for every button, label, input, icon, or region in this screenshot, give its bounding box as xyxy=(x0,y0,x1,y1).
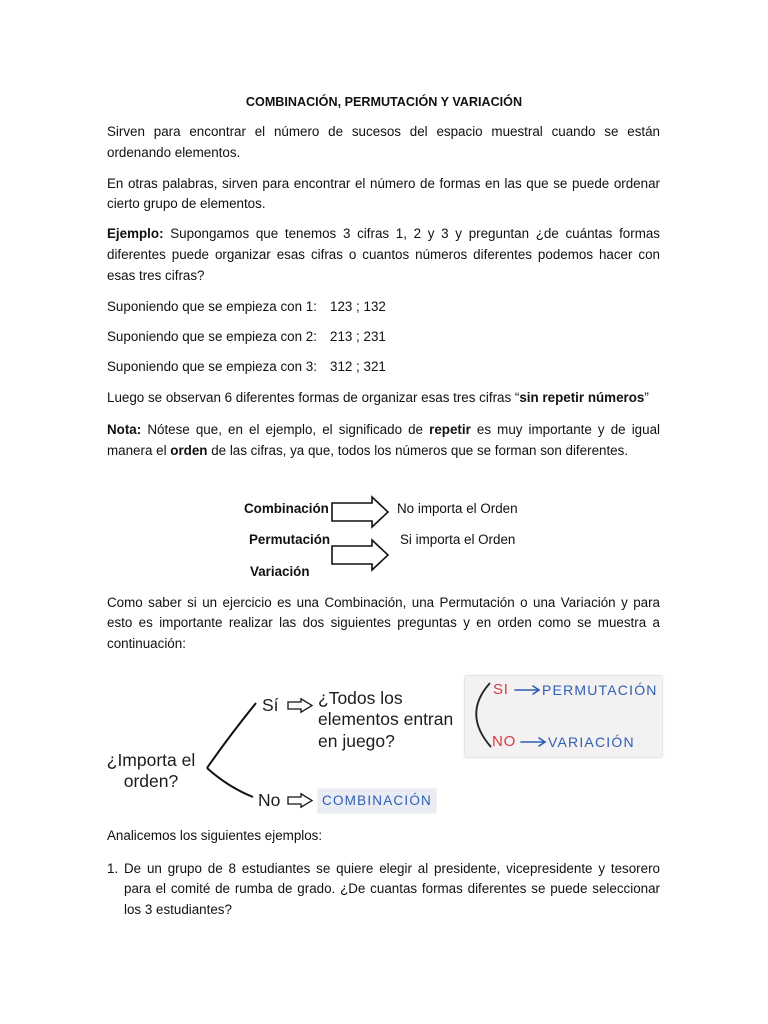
restatement-line: cierto grupo de elementos. xyxy=(107,196,266,211)
exercise-line: para el comité de rumba de grado. ¿De cuantas formas diferentes se puede seleccionar xyxy=(124,881,660,896)
exercise-line: De un grupo de 8 estudiantes se quiere elegir al presidente, vicepresidente y tesorero xyxy=(124,861,660,876)
example-line: diferentes puede organizar esas cifras o cuantos números diferentes podemos hacer con xyxy=(107,247,660,262)
handwritten-variation: VARIACIÓN xyxy=(548,734,635,750)
intro-line: ordenando elementos. xyxy=(107,145,241,160)
flow-question-line: orden? xyxy=(123,771,179,791)
arrow-right-icon xyxy=(287,698,314,713)
handwritten-note xyxy=(465,676,662,757)
note-text: de las cifras, ya que, todos los números que se forman son diferentes. xyxy=(211,443,629,458)
handwritten-yes: SI xyxy=(493,681,509,698)
combination-result: COMBINACIÓN xyxy=(322,793,432,808)
observation-text: Luego se observan 6 diferentes formas de organizar esas tres cifras “ xyxy=(107,390,520,405)
arrow-right-icon xyxy=(330,538,392,572)
how-to-line: continuación: xyxy=(107,636,186,651)
note-text: manera el xyxy=(107,443,167,458)
case-values: 312 ; 321 xyxy=(330,359,386,374)
example-line xyxy=(107,224,660,244)
flow-yes-label: Sí xyxy=(262,695,279,715)
intro-line: Sirven para encontrar el número de sucesos del espacio muestral cuando se están xyxy=(107,124,660,139)
case-label: Suponiendo que se empieza con 1: xyxy=(107,299,317,314)
examples-intro: Analicemos los siguientes ejemplos: xyxy=(107,828,323,843)
permutation-label: Permutación xyxy=(249,532,331,547)
case-values: 213 ; 231 xyxy=(330,329,386,344)
arrow-right-icon xyxy=(521,738,545,746)
example-text: Supongamos que tenemos 3 cifras 1, 2 y 3 y preguntan ¿de cuántas formas xyxy=(170,226,660,241)
example-line: esas tres cifras? xyxy=(107,268,205,283)
case-label: Suponiendo que se empieza con 3: xyxy=(107,359,317,374)
flow-no-label: No xyxy=(258,790,281,810)
example-label: Ejemplo: xyxy=(107,226,164,241)
exercise-number: 1. xyxy=(107,861,119,876)
observation-emphasis: sin repetir números xyxy=(519,390,645,405)
arrow-right-icon xyxy=(287,793,314,808)
exercise-line: los 3 estudiantes? xyxy=(124,902,232,917)
order-matters-label: Si importa el Orden xyxy=(400,532,516,547)
document-title: COMBINACIÓN, PERMUTACIÓN Y VARIACIÓN xyxy=(245,95,523,109)
flow-second-question-line: ¿Todos los xyxy=(318,688,403,708)
arrow-right-icon xyxy=(330,495,392,529)
note-line xyxy=(107,441,660,461)
bracket-icon xyxy=(476,683,491,747)
note-emphasis: orden xyxy=(170,443,208,458)
how-to-line: esto es importante realizar las dos siguientes preguntas y en orden como se muestra a xyxy=(107,615,660,630)
branch-line-yes xyxy=(207,703,256,768)
note-text: es muy importante y de igual xyxy=(476,422,660,437)
combination-result-box xyxy=(318,789,436,813)
note-line xyxy=(107,420,660,440)
note-text: Nótese que, en el ejemplo, el significado de xyxy=(147,422,424,437)
note-label: Nota: xyxy=(107,422,142,437)
restatement-line: En otras palabras, sirven para encontrar el número de formas en las que se puede ordenar xyxy=(107,176,660,191)
flow-second-question-line: en juego? xyxy=(318,731,395,751)
observation-closing-quote: ” xyxy=(644,390,649,405)
case-label: Suponiendo que se empieza con 2: xyxy=(107,329,317,344)
branch-line-no xyxy=(207,768,253,797)
case-values: 123 ; 132 xyxy=(330,299,386,314)
how-to-line: Como saber si un ejercicio es una Combinación, una Permutación o una Variación y para xyxy=(107,595,660,610)
note-emphasis: repetir xyxy=(429,422,471,437)
flow-branch-lines xyxy=(200,695,262,805)
observation-line xyxy=(107,388,660,408)
variation-label: Variación xyxy=(250,564,310,579)
handwritten-no: NO xyxy=(492,733,517,750)
handwritten-permutation: PERMUTACIÓN xyxy=(542,682,658,698)
flow-second-question-line: elementos entran xyxy=(318,709,454,729)
arrow-right-icon xyxy=(515,686,539,694)
flow-question-line: ¿Importa el xyxy=(106,750,196,770)
order-not-matters-label: No importa el Orden xyxy=(397,501,518,516)
combination-label: Combinación xyxy=(244,501,329,516)
